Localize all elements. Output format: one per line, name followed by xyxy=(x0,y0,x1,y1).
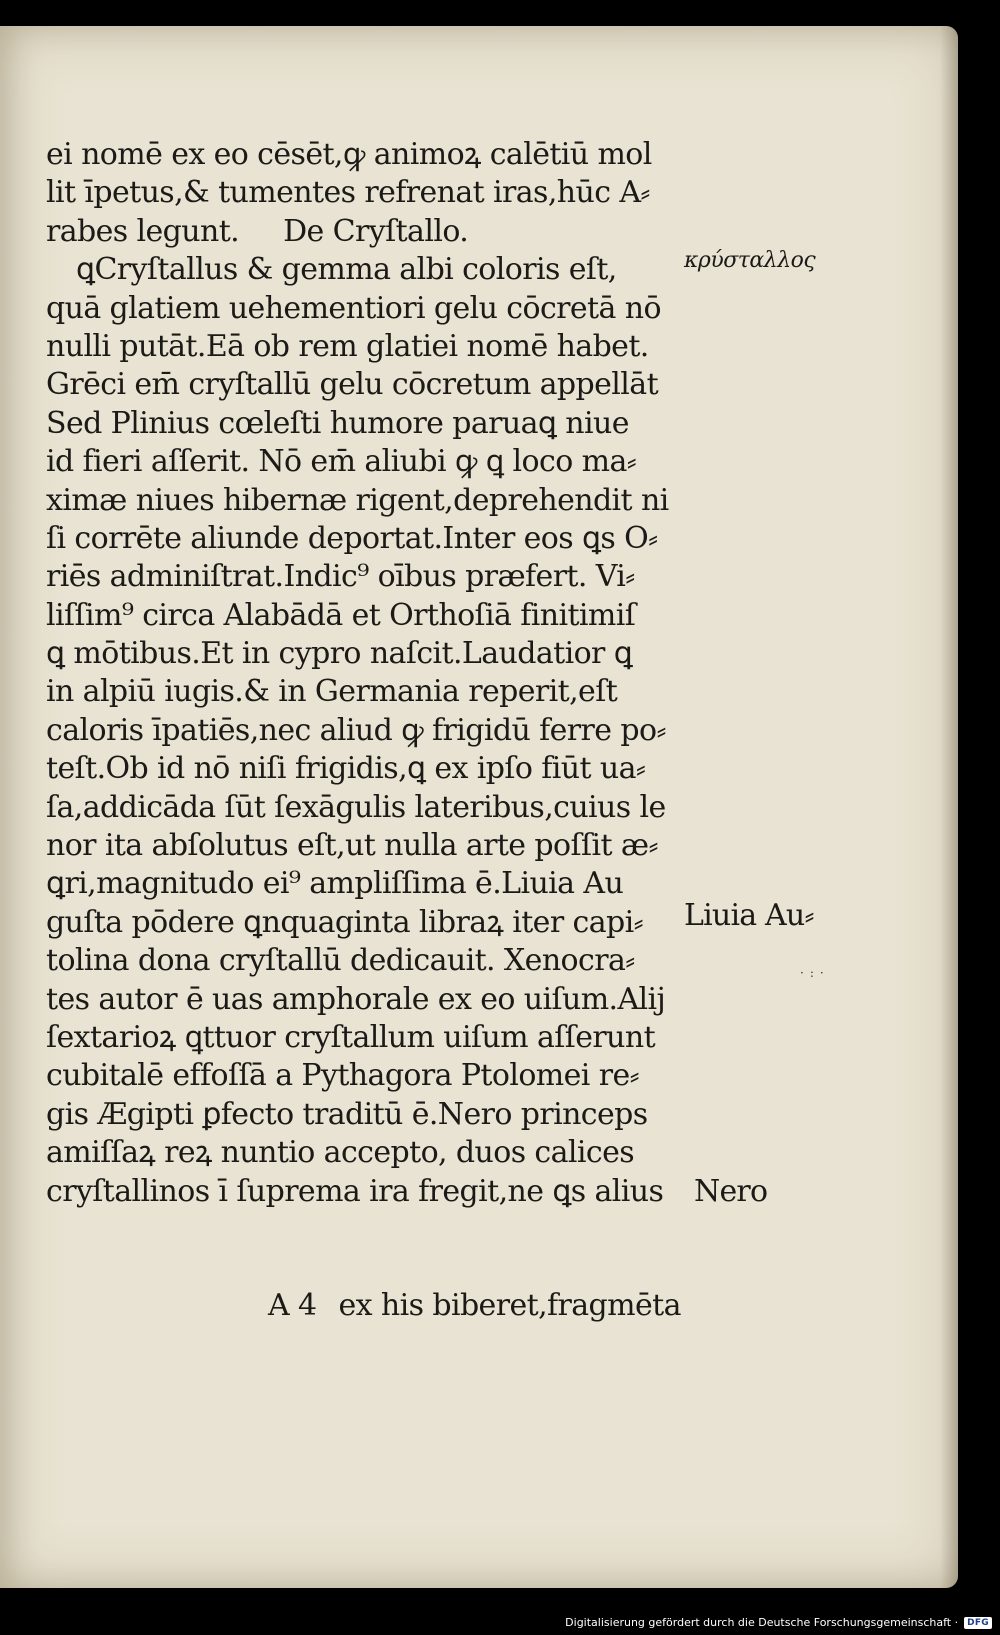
digitization-credit xyxy=(565,1616,992,1629)
text-line: gis Ægipti ꝑfecto traditū ē.Nero princeps xyxy=(46,1096,648,1132)
text-line: ſextarioꝝ ꝗttuor cryſtallum uiſum aſſerunt xyxy=(46,1019,656,1055)
text-line: Grēci em̄ cryſtallū gelu cōcretum appellāt xyxy=(46,367,659,403)
text-line: cubitalē effoſſā a Pythagora Ptolomei re⸗ xyxy=(46,1058,640,1094)
text-line: guſta pōdere ꝗnquaginta libraꝝ iter capi⸗ xyxy=(46,904,643,940)
text-line: ꝗri,magnitudo ei⁹ ampliſſima ē.Liuia Au xyxy=(46,866,624,902)
marginal-note-nero: Nero xyxy=(694,1174,768,1209)
text-line: cryſtallinos ī ſuprema ira fregit,ne ꝗs alius xyxy=(46,1173,664,1209)
ink-smudge: ·:· xyxy=(800,966,830,980)
text-line: lit īpetus,& tumentes refrenat iras,hūc A⸗ xyxy=(46,175,650,211)
text-line: nor ita abſolutus eſt,ut nulla arte poſſit æ⸗ xyxy=(46,828,658,864)
text-line-with-heading xyxy=(46,213,686,251)
text-line: liſſim⁹ circa Alabādā et Orthoſiā finitimiſ xyxy=(46,597,636,633)
text-line: ximæ niues hibernæ rigent,deprehendit ni xyxy=(46,482,669,518)
marginal-note-livia: Liuia Au⸗ xyxy=(684,898,814,933)
dfg-logo: DFG xyxy=(964,1617,992,1629)
page-footer xyxy=(268,1288,681,1323)
text-line: in alpiū iugis.& in Germania reperit,eſt xyxy=(46,674,618,710)
section-heading: De Cryſtallo. xyxy=(283,213,469,249)
text-line: id fieri aſſerit. Nō em̄ aliubi ꝙ ꝗ loco ma⸗ xyxy=(46,444,637,480)
marginal-note-greek: κρύσταλλος xyxy=(684,248,816,273)
catchword: ex his biberet,fragmēta xyxy=(338,1288,681,1323)
signature-mark: A 4 xyxy=(268,1288,317,1323)
text-line: quā glatiem uehementiori gelu cōcretā nō xyxy=(46,290,661,326)
text-line: caloris īpatiēs,nec aliud ꝙ frigidū ferre po⸗ xyxy=(46,712,666,748)
main-text-block xyxy=(46,136,686,1211)
text-line: amiſſaꝝ reꝝ nuntio accepto, duos calices xyxy=(46,1135,635,1171)
credit-text: Digitalisierung gefördert durch die Deutsche Forschungsgemeinschaft · xyxy=(565,1616,959,1629)
text-line: ꝗ mōtibus.Et in cypro naſcit.Laudatior ꝗ xyxy=(46,636,633,672)
text-line: riēs adminiſtrat.Indic⁹ oībus præfert. Vi⸗ xyxy=(46,559,635,595)
text-line: ei nomē ex eo cēsēt,ꝙ animoꝝ calētiū mol xyxy=(46,137,652,172)
text-line: Sed Plinius cœleſti humore paruaꝗ niue xyxy=(46,405,629,441)
text-line: tes autor ē uas amphorale ex eo uiſum.Alij xyxy=(46,981,666,1017)
text-line: ꝗCryſtallus & gemma albi coloris eſt, xyxy=(76,252,617,288)
text-line: ſa,addicāda ſūt ſexāgulis lateribus,cuius le xyxy=(46,789,666,825)
text-line: teſt.Ob id nō niſi frigidis,ꝗ ex ipſo fiūt ua⸗ xyxy=(46,751,646,787)
text-line: rabes legunt. xyxy=(46,213,240,249)
text-line: tolina dona cryſtallū dedicauit. Xenocra⸗ xyxy=(46,943,635,979)
book-page xyxy=(0,26,958,1588)
text-line: ſi corrēte aliunde deportat.Inter eos ꝗs O⸗ xyxy=(46,520,658,556)
text-line: nulli putāt.Eā ob rem glatiei nomē habet. xyxy=(46,328,649,364)
